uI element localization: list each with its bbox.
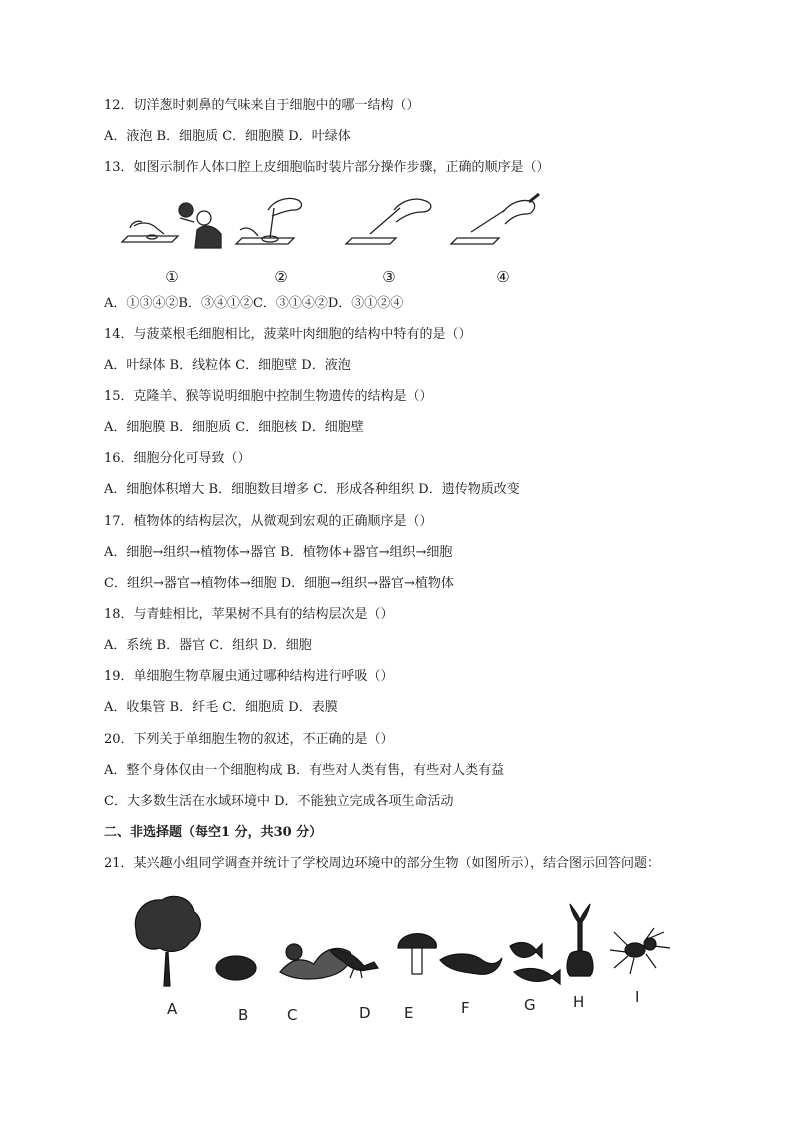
- organism-label-a: A: [167, 1000, 178, 1018]
- organism-f-shrimp-icon: [440, 954, 502, 974]
- q20-stem: 20．下列关于单细胞生物的叙述，不正确的是（）: [104, 732, 394, 747]
- step3-illustration: [346, 199, 431, 244]
- organism-b-beetle-icon: [216, 956, 256, 980]
- step4-illustration: [451, 194, 539, 244]
- step1-illustration: [122, 203, 221, 248]
- organism-a-tree-icon: [135, 896, 200, 986]
- q16-stem: 16．细胞分化可导致（）: [104, 451, 251, 466]
- q18-stem: 18．与青蛙相比，苹果树不具有的结构层次是（）: [104, 607, 394, 622]
- organism-e-mushroom-icon: [398, 934, 436, 974]
- organism-label-d: D: [359, 1004, 371, 1022]
- q18-options: A．系统 B．器官 C．组织 D．细胞: [104, 638, 312, 653]
- q16-options: A．细胞体积增大 B．细胞数目增多 C．形成各种组织 D．遗传物质改变: [104, 482, 520, 497]
- q14-stem: 14．与菠菜根毛细胞相比，菠菜叶肉细胞的结构中特有的是（）: [104, 327, 472, 342]
- q21-stem: 21．某兴趣小组同学调查并统计了学校周边环境中的部分生物（如图所示），结合图示回答问题：: [104, 856, 661, 871]
- organism-label-c: C: [287, 1006, 298, 1024]
- organism-label-f: F: [461, 999, 470, 1017]
- q13-step-label-3: ③: [382, 268, 396, 286]
- organism-label-i: I: [635, 988, 640, 1006]
- q12-stem: 12．切洋葱时刺鼻的气味来自于细胞中的哪一结构（）: [104, 98, 420, 113]
- q13-step-label-4: ④: [496, 268, 510, 286]
- organism-label-g: G: [524, 996, 536, 1014]
- organism-c-larva-icon: [280, 944, 351, 979]
- q14-options: A．叶绿体 B．线粒体 C．细胞壁 D．液泡: [104, 358, 351, 373]
- organism-h-plant-icon: [567, 904, 593, 976]
- q17-options-line1: A．细胞→组织→植物体→器官 B．植物体+器官→组织→细胞: [104, 545, 453, 560]
- q13-step-label-2: ②: [274, 268, 288, 286]
- organism-label-b: B: [238, 1006, 249, 1024]
- q13-procedure-figure: [120, 188, 560, 260]
- organism-label-e: E: [404, 1004, 414, 1022]
- q20-options-line2: C．大多数生活在水域环境中 D．不能独立完成各项生命活动: [104, 794, 454, 809]
- organism-i-spider-icon: [610, 928, 670, 974]
- q19-stem: 19．单细胞生物草履虫通过哪种结构进行呼吸（）: [104, 669, 394, 684]
- q12-options: A．液泡 B．细胞质 C．细胞膜 D．叶绿体: [104, 129, 351, 144]
- q19-options: A．收集管 B．纤毛 C．细胞质 D．表膜: [104, 700, 338, 715]
- q15-options: A．细胞膜 B．细胞质 C．细胞核 D．细胞壁: [104, 420, 364, 435]
- q13-step-label-1: ①: [165, 268, 179, 286]
- step2-illustration: [236, 198, 301, 244]
- q17-stem: 17．植物体的结构层次，从微观到宏观的正确顺序是（）: [104, 514, 433, 529]
- q20-options-line1: A．整个身体仅由一个细胞构成 B．有些对人类有售，有些对人类有益: [104, 763, 505, 778]
- q21-organisms-figure: [130, 890, 680, 990]
- organism-label-h: H: [573, 993, 585, 1011]
- q15-stem: 15．克隆羊、猴等说明细胞中控制生物遗传的结构是（）: [104, 389, 433, 404]
- q17-options-line2: C．组织→器官→植物体→细胞 D．细胞→组织→器官→植物体: [104, 576, 454, 591]
- q13-stem: 13．如图示制作人体口腔上皮细胞临时装片部分操作步骤，正确的顺序是（）: [104, 160, 550, 175]
- section-heading-non-choice: 二、非选择题（每空1 分，共30 分）: [104, 825, 323, 840]
- organism-g-fish-icon: [510, 943, 560, 984]
- q13-options: A．①③④②B．③④①②C．③①④②D．③①②④: [104, 296, 404, 311]
